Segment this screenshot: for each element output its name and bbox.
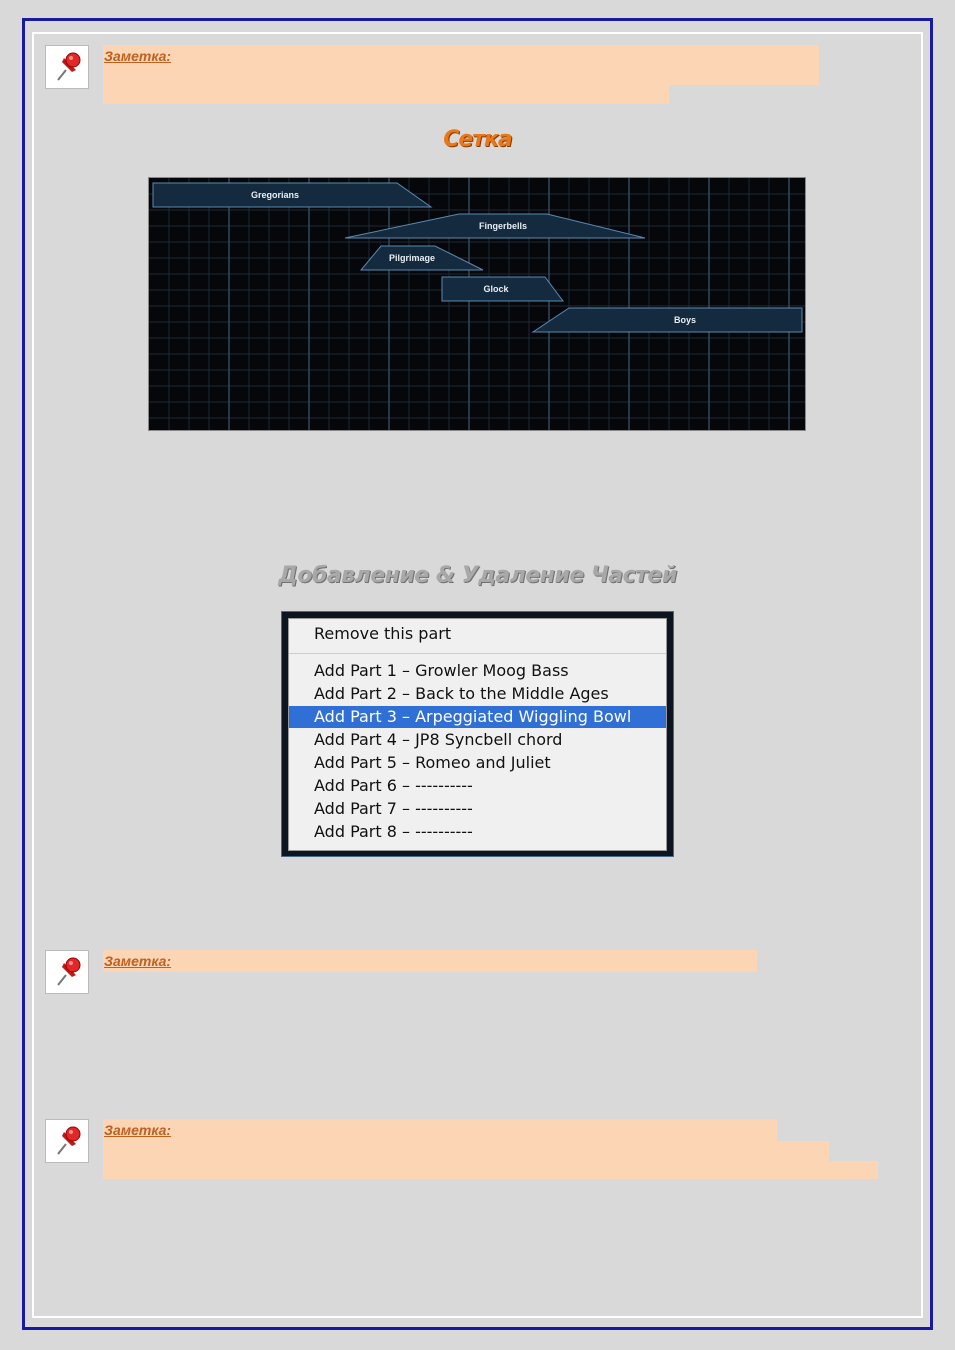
part-block-boys[interactable]: [533, 308, 802, 332]
menu-item-add-part[interactable]: Add Part 5 – Romeo and Juliet: [314, 753, 551, 772]
menu-item-add-part[interactable]: Add Part 6 – ----------: [314, 776, 473, 795]
note-highlight: [103, 1141, 829, 1161]
note-highlight: [103, 85, 669, 104]
menu-item-add-part[interactable]: Add Part 1 – Growler Moog Bass: [314, 661, 569, 680]
grid-canvas: [149, 178, 805, 430]
parts-grid: [148, 177, 806, 431]
menu-separator: [289, 653, 666, 654]
part-label: Glock: [483, 284, 509, 294]
pushpin-icon: [45, 950, 89, 994]
part-label: Gregorians: [250, 190, 300, 200]
note-label: Заметка:: [104, 1122, 172, 1138]
pushpin-icon: [45, 1119, 89, 1163]
note-highlight: [103, 45, 819, 85]
menu-item-add-part[interactable]: Add Part 2 – Back to the Middle Ages: [314, 684, 609, 703]
context-menu: [288, 618, 667, 851]
part-label: Pilgrimage: [388, 253, 436, 263]
menu-item-add-part-selected[interactable]: Add Part 3 – Arpeggiated Wiggling Bowl: [289, 706, 666, 728]
note-highlight: [103, 950, 757, 972]
note-label: Заметка:: [104, 953, 172, 969]
part-label: Fingerbells: [478, 221, 528, 231]
note-highlight: [103, 1119, 777, 1141]
menu-item-add-part[interactable]: Add Part 8 – ----------: [314, 822, 473, 841]
pushpin-icon: [45, 45, 89, 89]
context-menu-screenshot: [281, 611, 674, 857]
section-title-parts: Добавление & Удаление Частей: [278, 563, 677, 588]
note-highlight: [103, 1161, 878, 1179]
menu-item-add-part[interactable]: Add Part 7 – ----------: [314, 799, 473, 818]
section-title-grid: Сетка: [443, 127, 512, 152]
menu-item-add-part[interactable]: Add Part 4 – JP8 Syncbell chord: [314, 730, 563, 749]
menu-item-remove-part[interactable]: Remove this part: [314, 624, 452, 643]
note-label: Заметка:: [104, 48, 172, 64]
part-label: Boys: [673, 315, 697, 325]
